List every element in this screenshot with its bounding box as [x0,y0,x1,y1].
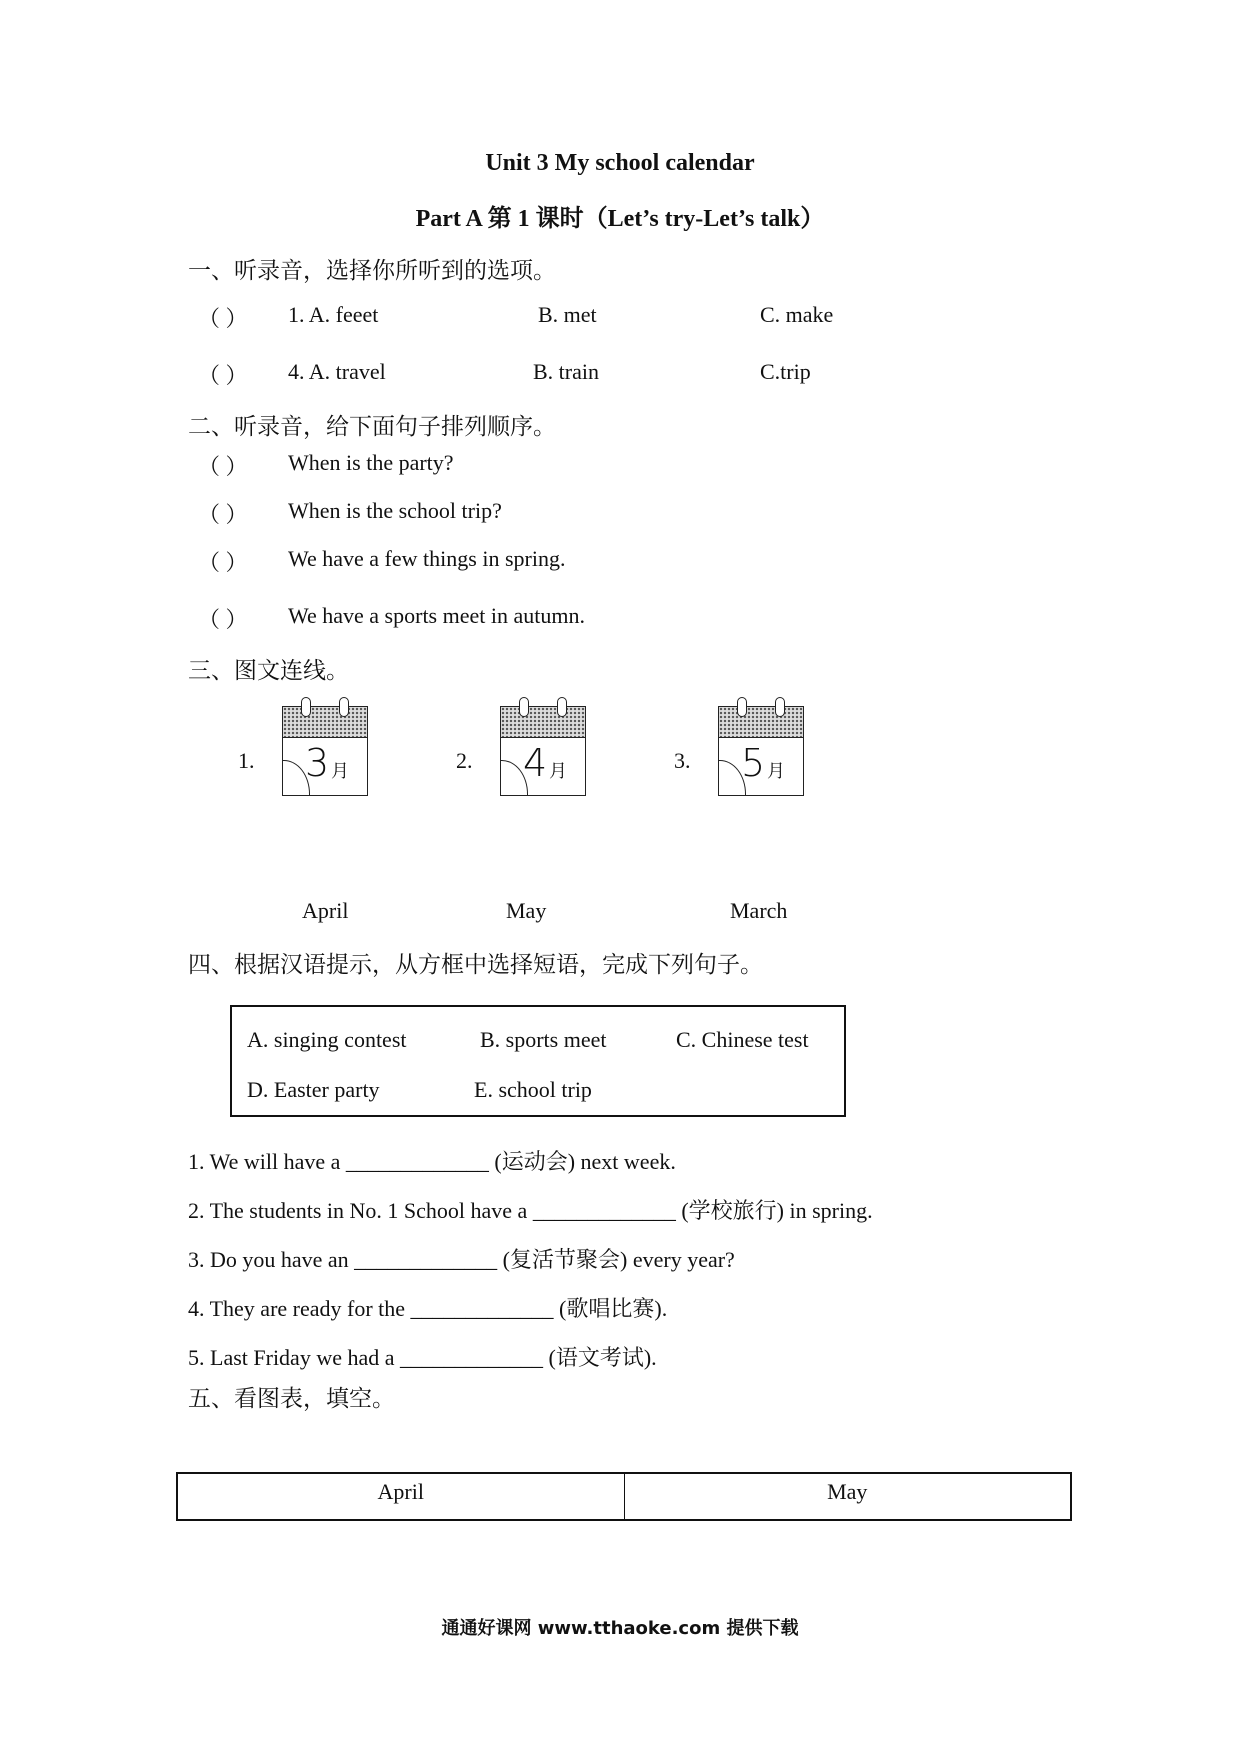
calendar-month-number: 3 [305,741,330,785]
phrase-option: C. Chinese test [676,1027,809,1052]
ordering-sentence: When is the school trip? [288,498,502,523]
answer-paren[interactable]: （ ） [198,306,248,331]
match-word[interactable]: March [730,898,788,923]
calendar-month-unit: 月 [549,761,567,782]
phrase-option: B. sports meet [480,1027,607,1052]
answer-paren[interactable]: （ ） [198,550,248,575]
calendar-ring-icon [775,697,785,717]
calendar-label: 3. [674,748,691,773]
fill-blank-sentence[interactable]: 4. They are ready for the _____________ (歌唱比赛). [188,1296,668,1321]
option-a: 4. A. travel [288,359,386,384]
answer-paren[interactable]: （ ） [198,454,248,479]
calendar-header [283,707,367,738]
calendar-may [718,706,804,796]
worksheet-subtitle: Part A 第 1 课时（Let’s try-Let’s talk） [415,206,825,232]
phrase-option: A. singing contest [247,1027,407,1052]
fill-blank-sentence[interactable]: 3. Do you have an _____________ (复活节聚会) every year? [188,1247,735,1272]
phrase-option: D. Easter party [247,1077,380,1102]
calendar-month-number: 5 [741,741,766,785]
calendar-table [176,1472,1072,1521]
option-c: C.trip [760,359,811,384]
worksheet-title: Unit 3 My school calendar [485,150,755,176]
calendar-ring-icon [737,697,747,717]
calendar-month-number: 4 [523,741,548,785]
option-b: B. met [538,302,597,327]
option-c: C. make [760,302,834,327]
phrase-option: E. school trip [474,1077,592,1102]
calendar-april [500,706,586,796]
fill-blank-sentence[interactable]: 1. We will have a _____________ (运动会) next week. [188,1149,676,1174]
calendar-header [501,707,585,738]
fill-blank-sentence[interactable]: 2. The students in No. 1 School have a _____________ (学校旅行) in spring. [188,1198,873,1223]
answer-paren[interactable]: （ ） [198,363,248,388]
calendar-header [719,707,803,738]
option-b: B. train [533,359,599,384]
answer-paren[interactable]: （ ） [198,607,248,632]
footer-watermark: 通通好课网 www.tthaoke.com 提供下载 [441,1618,799,1639]
calendar-month-unit: 月 [331,761,349,782]
answer-paren[interactable]: （ ） [198,502,248,527]
phrase-box [230,1005,846,1117]
table-header-may: May [624,1474,1071,1519]
calendar-ring-icon [519,697,529,717]
ordering-sentence: We have a few things in spring. [288,546,566,571]
match-word[interactable]: May [506,898,547,923]
calendar-march [282,706,368,796]
section-2-heading: 二、听录音，给下面句子排列顺序。 [188,414,556,440]
calendar-ring-icon [339,697,349,717]
calendar-month-unit: 月 [767,761,785,782]
option-a: 1. A. feeet [288,302,379,327]
calendar-label: 2. [456,748,473,773]
match-word[interactable]: April [302,898,349,923]
section-3-heading: 三、图文连线。 [188,658,349,684]
section-5-heading: 五、看图表，填空。 [188,1386,395,1412]
calendar-ring-icon [557,697,567,717]
fill-blank-sentence[interactable]: 5. Last Friday we had a _____________ (语文考试). [188,1345,657,1370]
calendar-label: 1. [238,748,255,773]
section-4-heading: 四、根据汉语提示，从方框中选择短语，完成下列句子。 [188,952,763,978]
ordering-sentence: When is the party? [288,450,454,475]
section-1-heading: 一、听录音，选择你所听到的选项。 [188,258,556,284]
table-header-april: April [377,1479,424,1504]
ordering-sentence: We have a sports meet in autumn. [288,603,585,628]
calendar-ring-icon [301,697,311,717]
